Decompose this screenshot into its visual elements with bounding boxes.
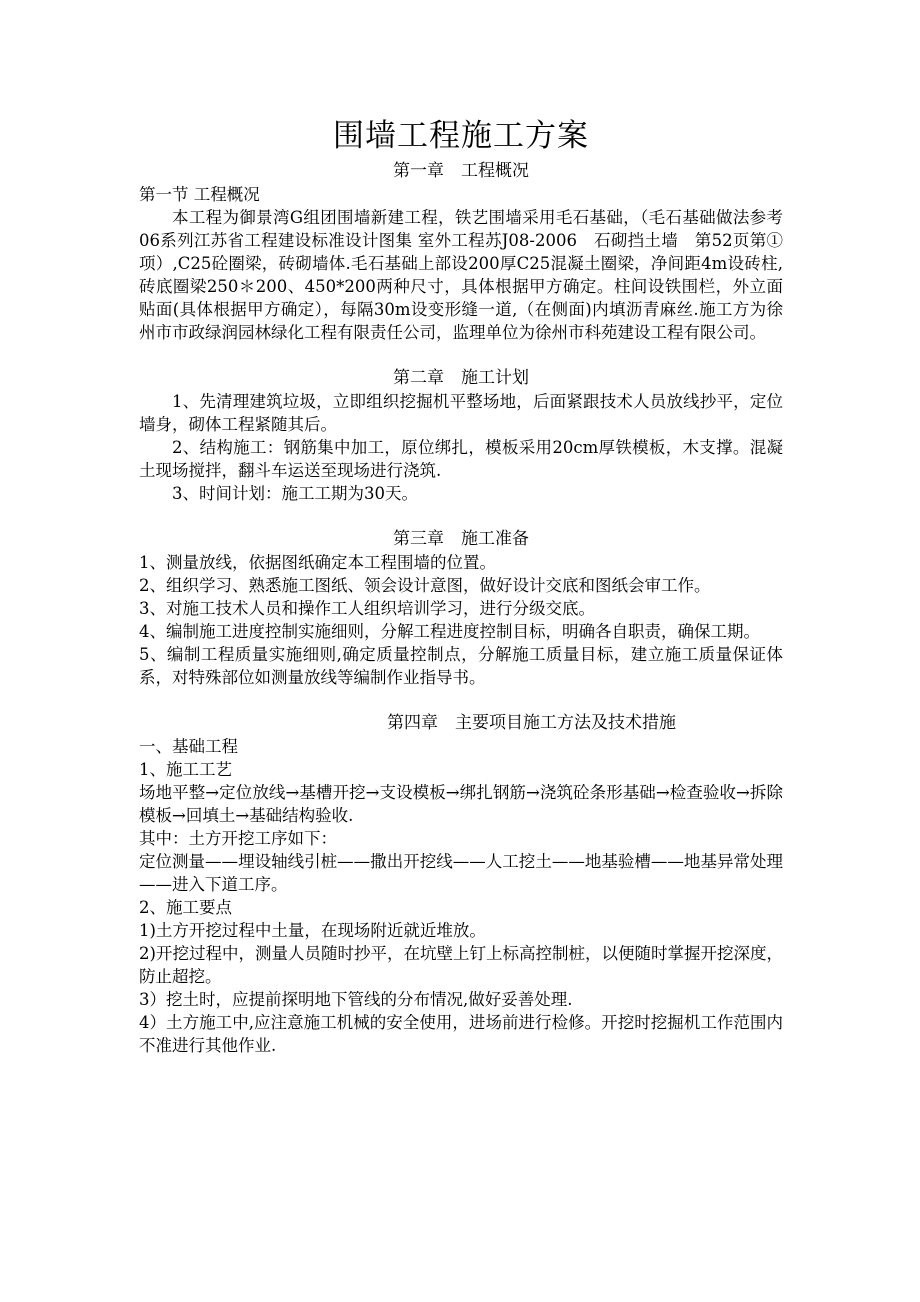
key-point-2: 2)开挖过程中，测量人员随时抄平，在坑壁上钉上标高控制桩，以便随时掌握开挖深度，防止超挖。: [139, 944, 783, 986]
earthwork-flow-text: 定位测量——埋设轴线引桩——撒出开挖线——人工挖土——地基验槽——地基异常处理——进入下道工序。: [139, 852, 783, 894]
chapter-1-heading: 第一章 工程概况: [393, 161, 529, 181]
section-1-heading: 第一节 工程概况: [139, 185, 260, 204]
key-points-subheading: 2、施工要点: [139, 898, 232, 917]
key-point-4: 4）土方施工中,应注意施工机械的安全使用，进场前进行检修。开挖时挖掘机工作范围内不准进行其他作业.: [139, 1013, 783, 1055]
process-subheading: 1、施工工艺: [139, 760, 232, 779]
chapter-3-heading: 第三章 施工准备: [393, 529, 529, 549]
chapter-4-heading: 第四章 主要项目施工方法及技术措施: [387, 713, 676, 733]
chapter-2-heading: 第二章 施工计划: [393, 368, 529, 388]
prep-item-5: 5、编制工程质量实施细则,确定质量控制点，分解施工质量目标，建立施工质量保证体系，对特殊部位如测量放线等编制作业指导书。: [139, 645, 783, 687]
prep-item-4: 4、编制施工进度控制实施细则，分解工程进度控制目标，明确各自职责，确保工期。: [139, 622, 760, 641]
plan-item-3: 3、时间计划：施工工期为30天。: [172, 484, 418, 503]
key-point-3: 3）挖土时，应提前探明地下管线的分布情况,做好妥善处理.: [139, 990, 573, 1009]
project-overview-paragraph: 本工程为御景湾G组团围墙新建工程，铁艺围墙采用毛石基础，（毛石基础做法参考06系列江苏省工程建设标准设计图集 室外工程苏J08-2006 石砌挡土墙 第52页第①项）,C25砼圈梁，砖砌墙体.毛石基础上部设200厚C25混凝土圈梁，净间距4m设砖柱,砖底圈梁250＊200、450*200两种尺寸，具体根据甲方确定。柱间设铁围栏，外立面贴面(具体根据甲方确定），每隔30m设变形缝一道,（在侧面)内填沥青麻丝.施工方为徐州市市政绿润园林绿化工程有限责任公司，监理单位为徐州市科苑建设工程有限公司。: [139, 208, 783, 342]
document-body: [139, 112, 783, 1057]
prep-item-2: 2、组织学习、熟悉施工图纸、领会设计意图，做好设计交底和图纸会审工作。: [139, 576, 711, 595]
prep-item-1: 1、测量放线，依据图纸确定本工程围墙的位置。: [139, 553, 496, 572]
foundation-section-heading: 一、基础工程: [139, 737, 238, 756]
prep-item-3: 3、对施工技术人员和操作工人组织培训学习，进行分级交底。: [139, 599, 595, 618]
process-flow-text: 场地平整→定位放线→基槽开挖→支设模板→绑扎钢筋→浇筑砼条形基础→检查验收→拆除模板→回填土→基础结构验收.: [139, 783, 783, 825]
earthwork-intro-text: 其中：土方开挖工序如下：: [139, 829, 337, 848]
document-title: 围墙工程施工方案: [333, 118, 589, 154]
key-point-1: 1)土方开挖过程中土量，在现场附近就近堆放。: [139, 921, 486, 940]
plan-item-1: 1、先清理建筑垃圾，立即组织挖掘机平整场地，后面紧跟技术人员放线抄平，定位墙身，砌体工程紧随其后。: [139, 392, 783, 434]
plan-item-2: 2、结构施工：钢筋集中加工，原位绑扎，模板采用20cm厚铁模板，木支撑。混凝土现场搅拌，翻斗车运送至现场进行浇筑.: [139, 438, 783, 480]
